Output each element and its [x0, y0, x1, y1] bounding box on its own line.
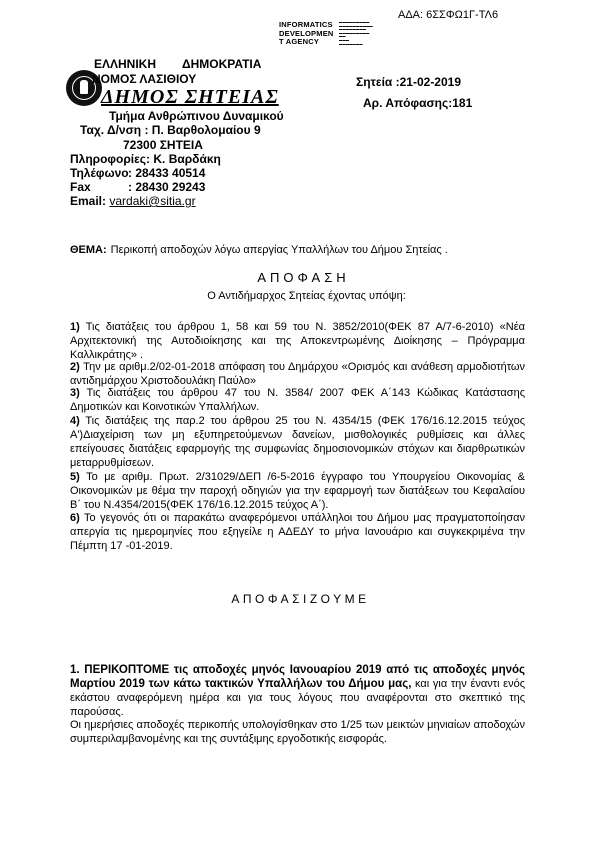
consideration-text: Τις διατάξεις του άρθρου 47 του Ν. 3584/ 2007 ΦΕΚ Α΄143 Κώδικας Κατάστασης Δημοτικών και Κοινοτικών Υπαλλήλων. — [70, 387, 525, 413]
fax-line — [70, 180, 205, 194]
consideration-text: Τις διατάξεις της παρ.2 του άρθρου 25 του Ν. 4354/15 (ΦΕΚ 176/16.12.2015 τεύχος Α')Διαχείριση των μη εξυπηρετούμενων δανείων, μισθολογικές ρυθμίσεις και άλλες επείγουσες διατάξεις εφαρμογής της συμφωνίας δημοσιονομικών στόχων και διαρθρωτικών μεταρρυθμίσεων. — [70, 415, 525, 469]
consideration-number: 2) — [70, 361, 80, 373]
subject-text: Περικοπή αποδοχών λόγω απεργίας Υπαλλήλων του Δήμου Σητείας . — [110, 244, 448, 256]
resolution-title: ΑΠΟΦΑΣΙΖΟΥΜΕ — [231, 592, 370, 606]
consideration-5 — [70, 470, 525, 512]
subject-line — [70, 244, 448, 256]
intro-line: Ο Αντιδήμαρχος Σητείας έχοντας υπόψη: — [207, 290, 406, 302]
email-line — [70, 194, 196, 208]
info-line — [70, 152, 221, 166]
consideration-text: Τις διατάξεις του άρθρου 1, 58 και 59 του Ν. 3852/2010(ΦΕΚ 87 Α/7-6-2010) «Νέα Αρχιτεκτονική της Αυτοδιοίκησης και της Αποκεντρωμένης Διοίκησης – Πρόγραμμα Καλλικράτης» . — [70, 321, 526, 361]
info-value: Κ. Βαρδάκη — [153, 152, 221, 166]
consideration-text: Το με αριθμ. Πρωτ. 2/31029/ΔΕΠ /6-5-2016 έγγραφο του Υπουργείου Οικονομίας & Οικονομικών με θέμα την παροχή οδηγιών για την εφαρμογή των διατάξεων του Κεφαλαίου Β΄ του Ν.4354/2015(ΦΕΚ 176/16.12.2015 τεύχος Α΄). — [70, 471, 526, 511]
resolution-paragraph-1 — [70, 663, 525, 719]
prefecture-heading: ΝΟΜΟΣ ΛΑΣΙΘΙΟΥ — [92, 72, 197, 86]
fax-value: : 28430 29243 — [128, 180, 206, 194]
logo-fine-print: ▬▬▬▬▬▬▬▬▬ ▬▬▬▬▬▬▬▬▬▬ ▬▬▬▬▬▬▬▬ ▬▬▬▬▬▬▬▬▬ ▬▬ ▬▬▬ ▬▬▬▬▬▬▬ — [339, 20, 373, 46]
consideration-number: 4) — [70, 415, 80, 427]
informatics-agency-logo — [279, 20, 373, 47]
postal-line: 72300 ΣΗΤΕΙΑ — [123, 138, 203, 152]
resolution-bold-text: 1. ΠΕΡΙΚΟΠΤΟΜΕ τις αποδοχές μηνός Ιανουαρίου 2019 από τις αποδοχές μηνός Μαρτίου 2019 των κάτω τακτικών Υπαλλήλων του Δήμου μας, — [70, 664, 525, 690]
department-line: Τμήμα Ανθρώπινου Δυναμικού — [109, 109, 284, 123]
resolution-rest-text: και για την έναντι ενός εκάστου αναφερόμενη ημέρα και για τους λόγους που αναφέρονται στο σκεπτικό της παρούσας. — [70, 678, 525, 718]
consideration-text: Το γεγονός ότι οι παρακάτω αναφερόμενοι υπάλληλοι του Δήμου μας πραγματοποίησαν απεργία τις ημερομηνίες που εξηγείλε η ΑΔΕΔΥ το μήνα Ιανουάριο και συγκεκριμένα την Πέμπτη 17 -01-2019. — [70, 512, 526, 552]
phone-value: : 28433 40514 — [128, 166, 206, 180]
consideration-text: Την με αριθμ.2/02-01-2018 απόφαση του Δημάρχου «Ορισμός και ανάθεση αρμοδιοτήτων αντιδημάρχου Χριστοδουλάκη Παύλο» — [70, 361, 525, 387]
republic-word-2: ΔΗΜΟΚΡΑΤΙΑ — [182, 57, 262, 71]
consideration-1 — [70, 320, 525, 362]
municipality-heading: ΔΗΜΟΣ ΣΗΤΕΙΑΣ — [101, 86, 279, 108]
decision-title: ΑΠΟΦΑΣΗ — [257, 270, 350, 285]
email-label: Email: — [70, 194, 107, 208]
logo-line-1: INFORMATICS — [279, 20, 333, 29]
resolution-paragraph-2: Οι ημερήσιες αποδοχές περικοπής υπολογίσθηκαν στο 1/25 των μεικτών μηνιαίων αποδοχών συμπεριλαμβανομένης και της συντάξιμης εργοδοτικής εισφοράς. — [70, 719, 525, 745]
logo-line-2: DEVELOPMEN — [279, 28, 334, 38]
consideration-3 — [70, 386, 525, 414]
consideration-number: 1) — [70, 321, 80, 333]
consideration-number: 3) — [70, 387, 80, 399]
logo-line-3: T AGENCY — [279, 37, 320, 46]
subject-label: ΘΕΜΑ: — [70, 244, 107, 256]
republic-heading — [94, 57, 261, 71]
republic-word-1: ΕΛΛΗΝΙΚΗ — [94, 57, 157, 71]
document-date: Σητεία :21-02-2019 — [356, 75, 462, 89]
consideration-4 — [70, 414, 525, 470]
fax-label: Fax — [70, 180, 91, 194]
info-label: Πληροφορίες: — [70, 152, 151, 166]
ada-code: ΑΔΑ: 6ΣΣΦΩ1Γ-ΤΛ6 — [398, 9, 499, 21]
consideration-2 — [70, 360, 525, 388]
consideration-number: 6) — [70, 512, 80, 524]
email-link[interactable]: vardaki@sitia.gr — [109, 194, 196, 208]
phone-label: Τηλέφωνο — [70, 166, 129, 180]
address-line: Ταχ. Δ/νση : Π. Βαρθολομαίου 9 — [80, 123, 261, 137]
phone-line — [70, 166, 205, 180]
decision-number: Αρ. Απόφασης:181 — [363, 96, 473, 110]
consideration-number: 5) — [70, 471, 80, 483]
consideration-6 — [70, 511, 525, 553]
